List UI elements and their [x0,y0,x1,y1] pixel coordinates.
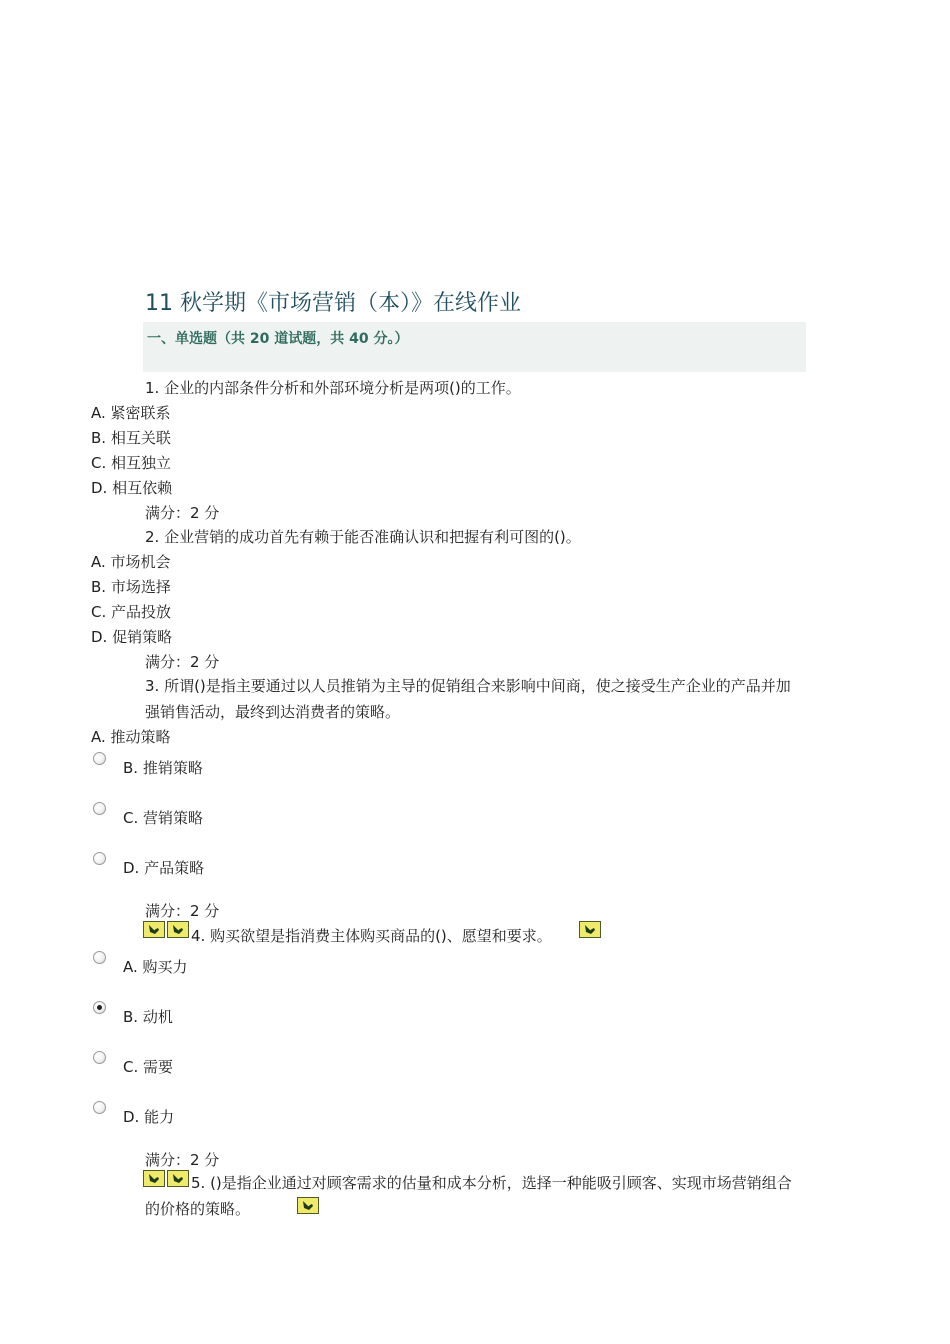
question-4-radio-a[interactable] [93,951,106,964]
pencil-note-icon[interactable] [297,1197,319,1214]
question-2-score: 满分：2 分 [145,653,220,671]
question-3-radio-d[interactable] [93,852,106,865]
question-3-option-a: A. 推动策略 [91,728,171,746]
question-1-option-d: D. 相互依赖 [91,479,173,497]
question-3-score: 满分：2 分 [145,902,220,920]
pencil-note-icon[interactable] [579,921,601,938]
question-1-option-b: B. 相互关联 [91,429,171,447]
question-3-option-d: D. 产品策略 [123,859,205,877]
question-4-score: 满分：2 分 [145,1151,220,1169]
page-title: 11 秋学期《市场营销（本）》在线作业 [145,291,521,316]
question-4-text: 4. 购买欲望是指消费主体购买商品的()、愿望和要求。 [191,927,552,945]
question-2-option-d: D. 促销策略 [91,628,173,646]
question-4-option-b: B. 动机 [123,1008,173,1026]
question-2-option-b: B. 市场选择 [91,578,171,596]
question-1-option-c: C. 相互独立 [91,454,172,472]
question-1-score: 满分：2 分 [145,504,220,522]
question-2-option-c: C. 产品投放 [91,603,172,621]
question-4-radio-d[interactable] [93,1101,106,1114]
question-1-text: 1. 企业的内部条件分析和外部环境分析是两项()的工作。 [145,379,521,397]
question-4-option-c: C. 需要 [123,1058,174,1076]
pencil-note-icon[interactable] [167,921,189,938]
question-3-text: 3. 所谓()是指主要通过以人员推销为主导的促销组合来影响中间商，使之接受生产企业的产品并加强销售活动，最终到达消费者的策略。 [145,677,791,721]
question-3-option-c: C. 营销策略 [123,809,204,827]
question-5-text: 5. ()是指企业通过对顾客需求的估量和成本分析，选择一种能吸引顾客、实现市场营销组合的价格的策略。 [145,1174,792,1218]
question-3-option-b: B. 推销策略 [123,759,203,777]
section-heading: 一、单选题（共 20 道试题，共 40 分。） [147,331,409,347]
question-4-radio-b-selected[interactable] [93,1001,106,1014]
question-4-option-d: D. 能力 [123,1108,175,1126]
question-3-radio-b[interactable] [93,752,106,765]
question-2-text: 2. 企业营销的成功首先有赖于能否准确认识和把握有利可图的()。 [145,528,581,546]
pencil-note-icon[interactable] [143,921,165,938]
question-4-radio-c[interactable] [93,1051,106,1064]
question-2-option-a: A. 市场机会 [91,553,171,571]
question-1-option-a: A. 紧密联系 [91,404,171,422]
question-4-option-a: A. 购买力 [123,958,188,976]
question-3-radio-c[interactable] [93,802,106,815]
